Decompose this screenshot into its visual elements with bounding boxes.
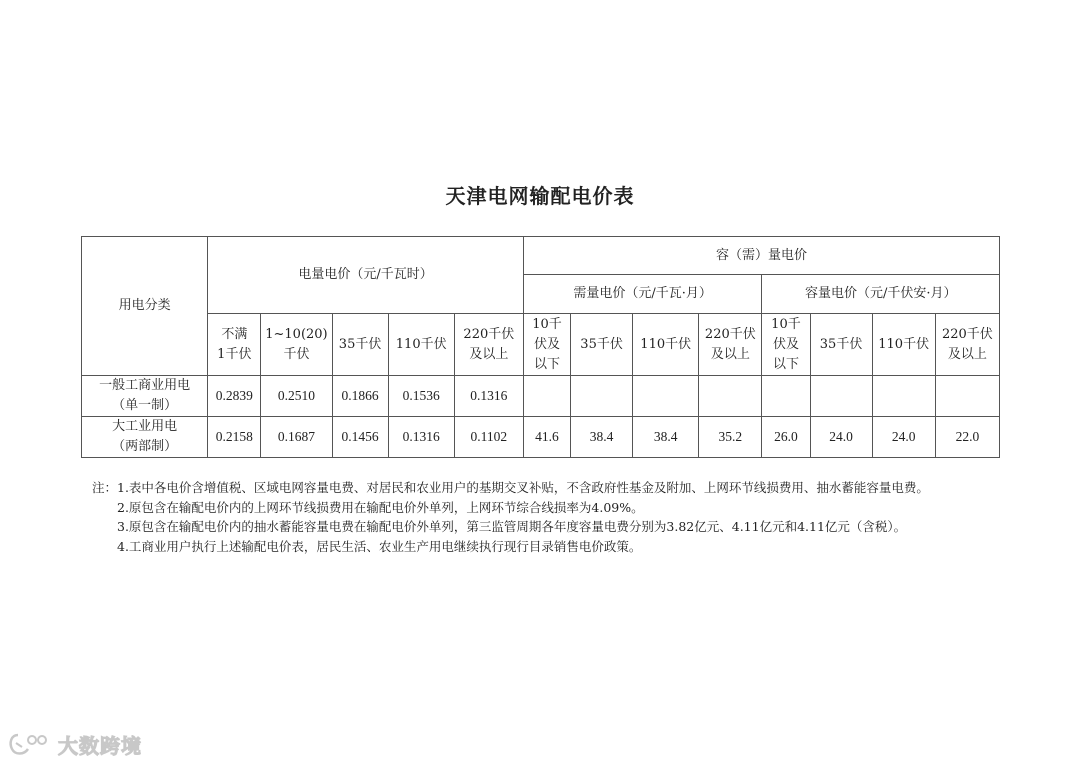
page-title: 天津电网输配电价表 (445, 184, 635, 208)
capacity-price-cell (872, 376, 935, 417)
demand-price-cell (633, 376, 699, 417)
header-category: 用电分类 (82, 237, 208, 376)
energy-price-cell: 0.2510 (261, 376, 332, 417)
demand-price-cell: 38.4 (571, 417, 633, 458)
energy-price-cell: 0.2158 (208, 417, 261, 458)
notes (92, 478, 929, 556)
demand-level-header: 35千伏 (571, 314, 633, 376)
energy-level-header: 220千伏 及以上 (454, 314, 523, 376)
watermark (8, 730, 142, 758)
note-line: 3.原包含在输配电价内的抽水蓄能容量电费在输配电价外单列，第三监管周期各年度容量电费分别为3.82亿元、4.11亿元和4.11亿元（含税）。 (117, 519, 907, 534)
demand-level-header: 110千伏 (633, 314, 699, 376)
capacity-price-cell: 24.0 (810, 417, 872, 458)
energy-price-cell: 0.1316 (454, 376, 523, 417)
note-line: 注：1.表中各电价含增值税、区域电网容量电费、对居民和农业用户的基期交叉补贴，不含政府性基金及附加、上网环节线损费用、抽水蓄能容量电费。 (92, 480, 929, 495)
energy-price-cell: 0.1316 (388, 417, 454, 458)
note-line: 4.工商业用户执行上述输配电价表，居民生活、农业生产用电继续执行现行目录销售电价政策。 (117, 538, 642, 554)
demand-price-cell (699, 376, 762, 417)
watermark-text: 大数跨境 (58, 733, 142, 758)
table-row (82, 376, 1000, 417)
energy-level-header: 不满 1千伏 (208, 314, 261, 376)
capacity-level-header: 10千 伏及 以下 (762, 314, 810, 376)
capacity-price-cell: 26.0 (762, 417, 810, 458)
capacity-price-cell: 22.0 (935, 417, 999, 458)
energy-level-header: 110千伏 (388, 314, 454, 376)
energy-price-cell: 0.1866 (332, 376, 388, 417)
energy-level-header: 1~10(20) 千伏 (261, 314, 332, 376)
brand-logo-icon (8, 731, 54, 757)
capacity-price-cell (810, 376, 872, 417)
demand-price-cell: 41.6 (523, 417, 570, 458)
header-energy-price: 电量电价（元/千瓦时） (208, 237, 524, 314)
row-name: 一般工商业用电 （单一制） (82, 376, 208, 417)
energy-price-cell: 0.1102 (454, 417, 523, 458)
demand-price-cell: 38.4 (633, 417, 699, 458)
header-capacity-price: 容（需）量电价 (523, 237, 999, 275)
header-cap-price: 容量电价（元/千伏安·月） (762, 275, 1000, 314)
capacity-price-cell: 24.0 (872, 417, 935, 458)
energy-price-cell: 0.1687 (261, 417, 332, 458)
demand-price-cell: 35.2 (699, 417, 762, 458)
capacity-level-header: 220千伏 及以上 (935, 314, 999, 376)
capacity-level-header: 35千伏 (810, 314, 872, 376)
energy-price-cell: 0.1536 (388, 376, 454, 417)
energy-price-cell: 0.2839 (208, 376, 261, 417)
capacity-level-header: 110千伏 (872, 314, 935, 376)
energy-level-header: 35千伏 (332, 314, 388, 376)
header-demand-price: 需量电价（元/千瓦·月） (523, 275, 761, 314)
energy-price-cell: 0.1456 (332, 417, 388, 458)
demand-price-cell (523, 376, 570, 417)
note-line: 2.原包含在输配电价内的上网环节线损费用在输配电价外单列，上网环节综合线损率为4.09%。 (117, 499, 644, 515)
capacity-price-cell (935, 376, 999, 417)
demand-level-header: 220千伏 及以上 (699, 314, 762, 376)
demand-level-header: 10千 伏及 以下 (523, 314, 570, 376)
row-name: 大工业用电 （两部制） (82, 417, 208, 458)
capacity-price-cell (762, 376, 810, 417)
tariff-table (81, 236, 1000, 458)
demand-price-cell (571, 376, 633, 417)
table-row (82, 417, 1000, 458)
